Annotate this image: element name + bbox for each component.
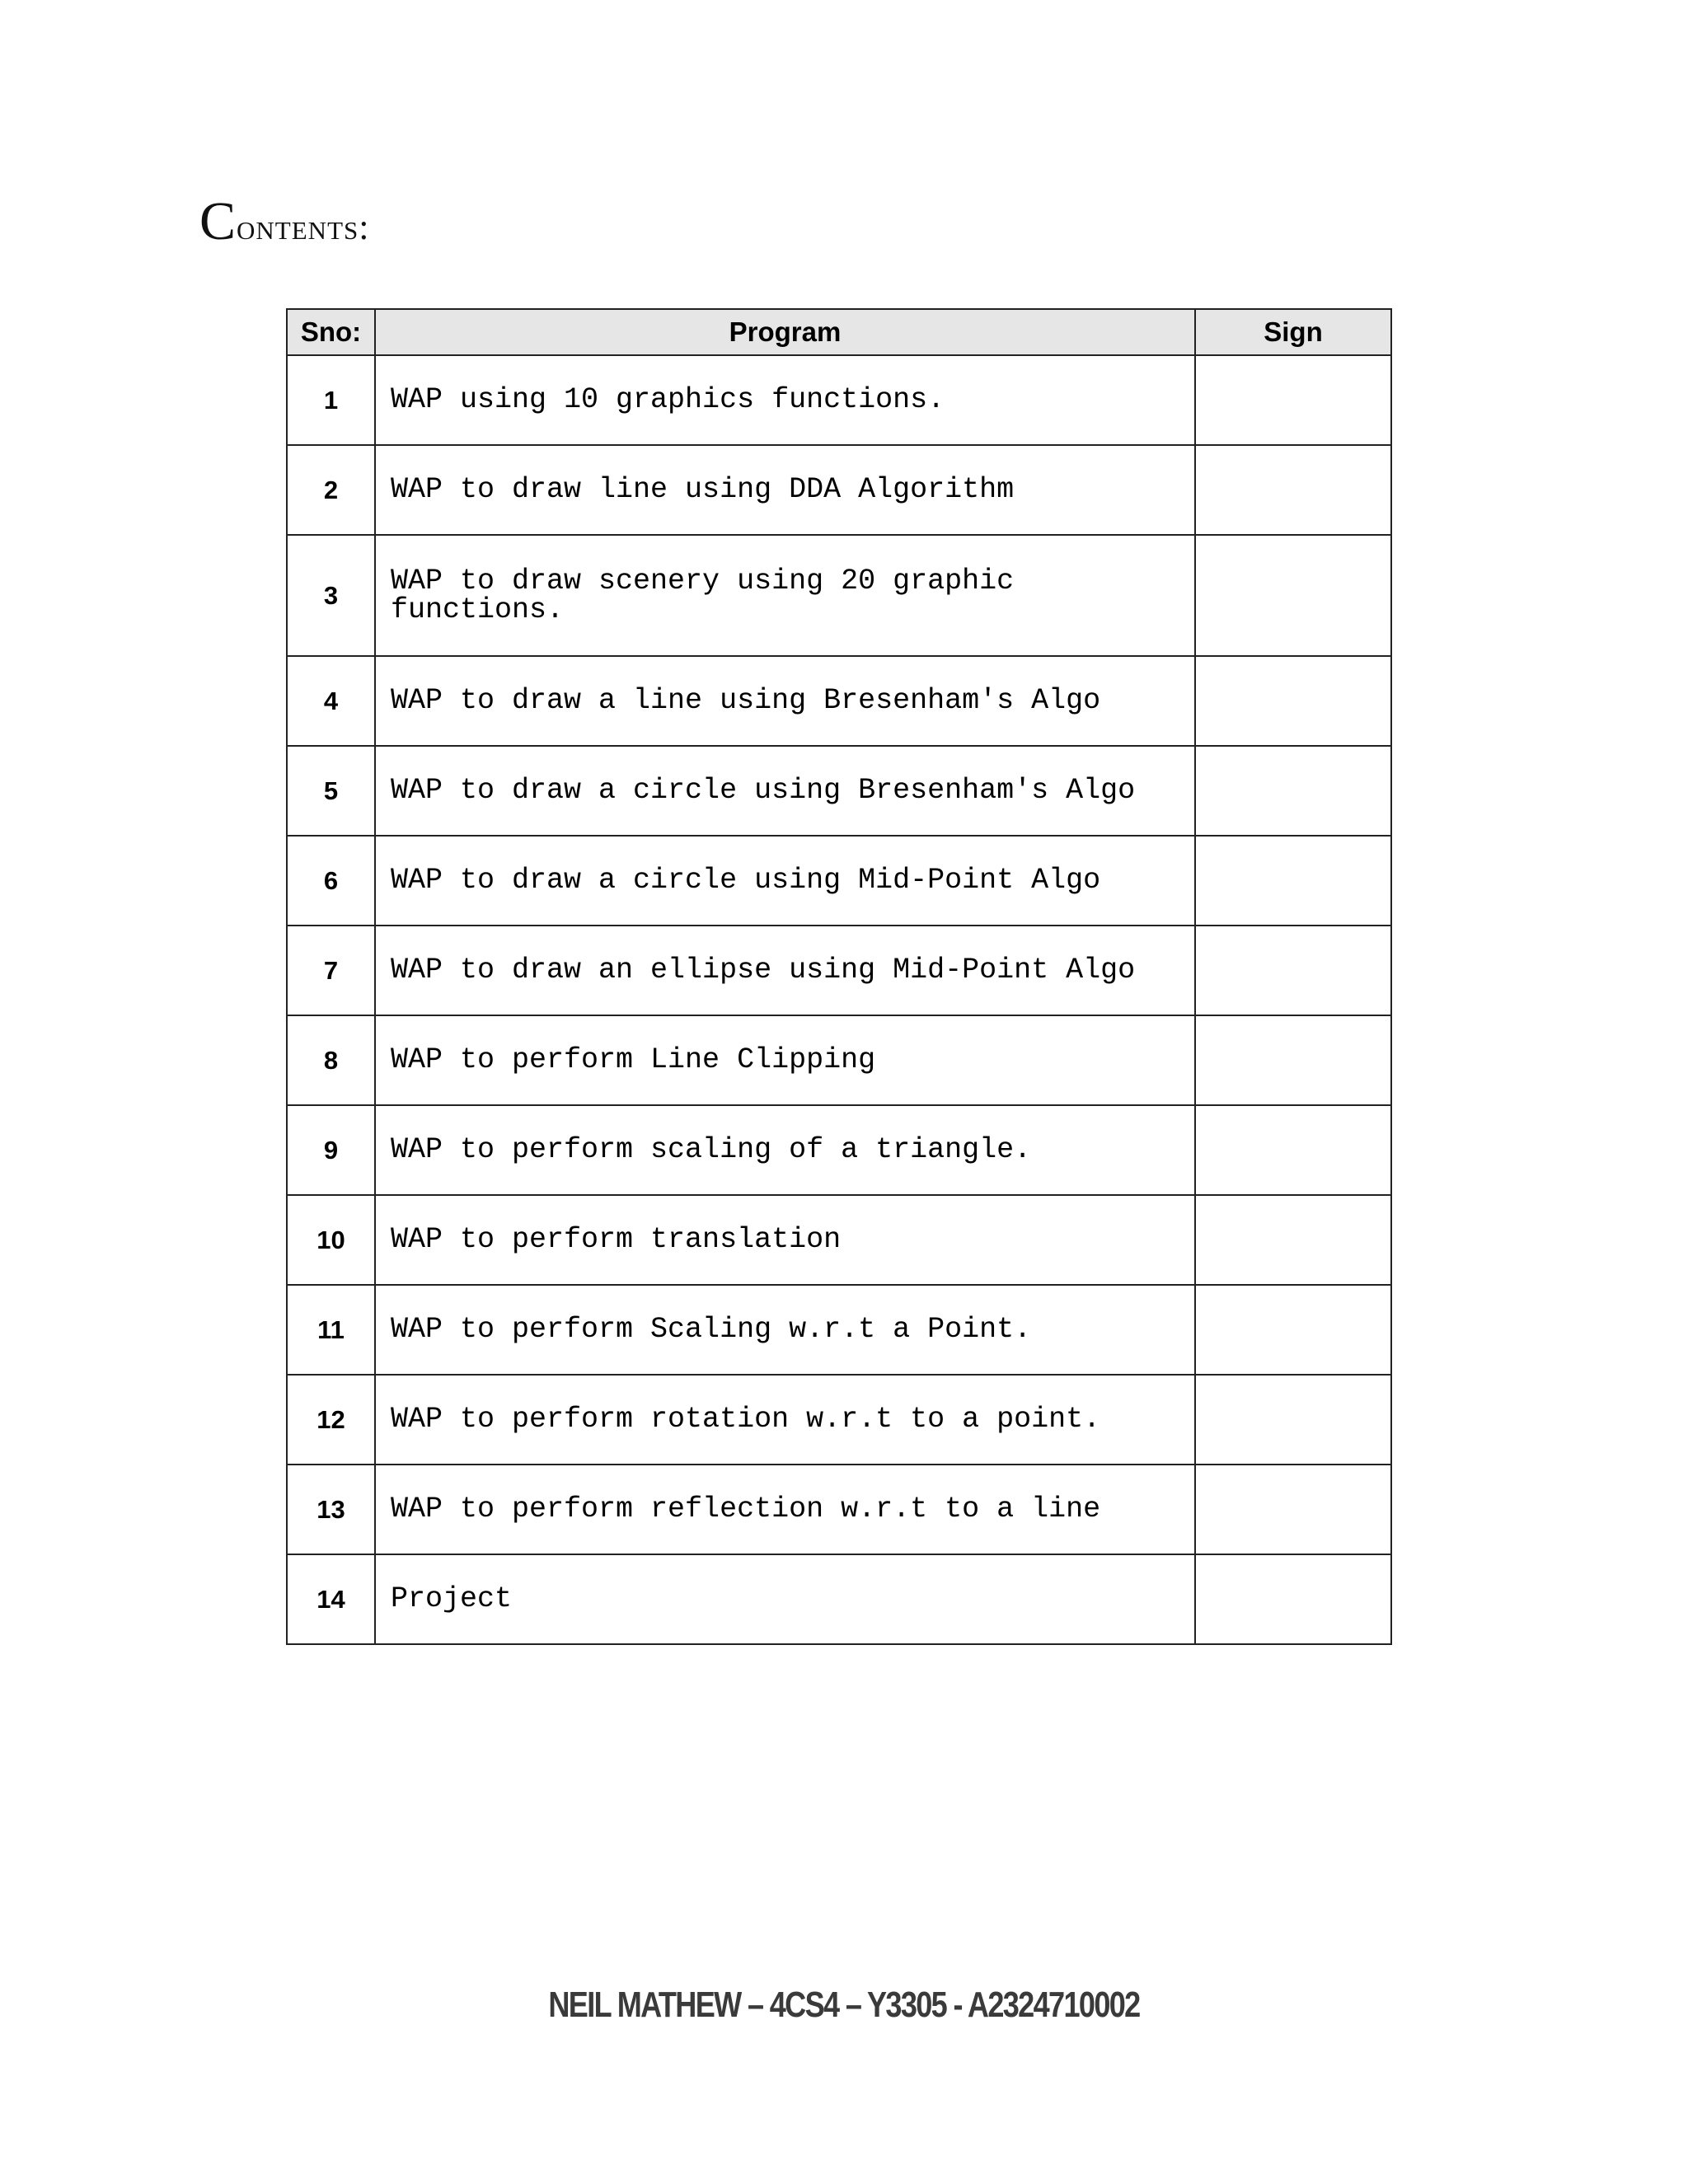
row-sign: [1195, 1195, 1391, 1285]
table-row: [287, 1375, 1391, 1465]
row-sno: 14: [287, 1554, 375, 1644]
row-sno: 5: [287, 746, 375, 836]
row-sno: 10: [287, 1195, 375, 1285]
row-sno: 3: [287, 535, 375, 656]
table-row: [287, 1285, 1391, 1375]
table-row: [287, 836, 1391, 926]
row-sign: [1195, 1285, 1391, 1375]
row-program: WAP to perform Scaling w.r.t a Point.: [375, 1285, 1195, 1375]
row-sno: 7: [287, 926, 375, 1015]
table-row: [287, 355, 1391, 445]
row-sign: [1195, 355, 1391, 445]
row-sign: [1195, 445, 1391, 535]
row-program: WAP to draw scenery using 20 graphic functions.: [375, 535, 1195, 656]
row-sno: 9: [287, 1105, 375, 1195]
header-sno: Sno:: [287, 309, 375, 355]
table-row: [287, 1105, 1391, 1195]
row-program: WAP to draw line using DDA Algorithm: [375, 445, 1195, 535]
table-header-row: [287, 309, 1391, 355]
row-sno: 1: [287, 355, 375, 445]
row-program: WAP to draw a line using Bresenham's Algo: [375, 656, 1195, 746]
row-sign: [1195, 1015, 1391, 1105]
row-program: WAP to draw a circle using Bresenham's Algo: [375, 746, 1195, 836]
page-title: [199, 191, 370, 251]
row-sno: 6: [287, 836, 375, 926]
row-sign: [1195, 926, 1391, 1015]
page-footer: NEIL MATHEW – 4CS4 – Y3305 - A2324710002: [548, 1985, 1140, 2025]
table-row: [287, 656, 1391, 746]
row-program: WAP to perform translation: [375, 1195, 1195, 1285]
row-sign: [1195, 836, 1391, 926]
contents-table: [286, 308, 1392, 1645]
row-program: WAP to perform rotation w.r.t to a point.: [375, 1375, 1195, 1465]
table-row: [287, 445, 1391, 535]
row-program: WAP to draw a circle using Mid-Point Algo: [375, 836, 1195, 926]
table-row: [287, 926, 1391, 1015]
row-sno: 8: [287, 1015, 375, 1105]
row-sign: [1195, 746, 1391, 836]
row-sign: [1195, 1375, 1391, 1465]
row-sign: [1195, 1465, 1391, 1554]
row-sno: 13: [287, 1465, 375, 1554]
table-row: [287, 1015, 1391, 1105]
header-sign: Sign: [1195, 309, 1391, 355]
row-sign: [1195, 656, 1391, 746]
table-row: [287, 1554, 1391, 1644]
row-program: WAP to perform reflection w.r.t to a line: [375, 1465, 1195, 1554]
header-program: Program: [375, 309, 1195, 355]
row-program: Project: [375, 1554, 1195, 1644]
row-sign: [1195, 1554, 1391, 1644]
page-title-initial: C: [199, 191, 237, 251]
row-program: WAP to perform Line Clipping: [375, 1015, 1195, 1105]
row-sno: 4: [287, 656, 375, 746]
row-sign: [1195, 1105, 1391, 1195]
table-row: [287, 1195, 1391, 1285]
row-program: WAP to draw an ellipse using Mid-Point Algo: [375, 926, 1195, 1015]
row-sno: 2: [287, 445, 375, 535]
row-sign: [1195, 535, 1391, 656]
row-program: WAP using 10 graphics functions.: [375, 355, 1195, 445]
page-title-rest: ontents:: [237, 207, 370, 247]
row-sno: 11: [287, 1285, 375, 1375]
row-sno: 12: [287, 1375, 375, 1465]
table-row: [287, 1465, 1391, 1554]
table-row: [287, 746, 1391, 836]
row-program: WAP to perform scaling of a triangle.: [375, 1105, 1195, 1195]
table-row: [287, 535, 1391, 656]
